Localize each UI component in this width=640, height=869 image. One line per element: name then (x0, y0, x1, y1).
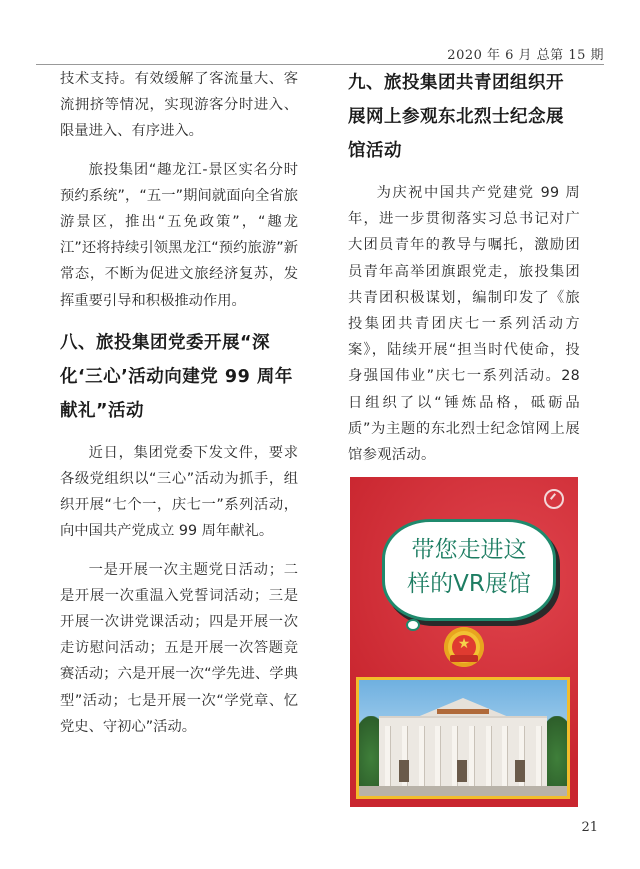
page-number: 21 (581, 820, 598, 835)
left-paragraph-2: 旅投集团“趣龙江-景区实名分时预约系统”，“五一”期间就面向全省旅游景区，推出“五免政策”，“趣龙江”还将持续引领黑龙江“预约旅游”新常态，不断为促进文旅经济复苏，发挥重要引导和积极推动作用。 (60, 161, 298, 309)
section-8-heading: 八、旅投集团党委开展“深化‘三心’活动向建党 99 周年献礼”活动 (60, 332, 293, 421)
vr-exhibition-poster (350, 477, 578, 807)
youth-league-emblem-icon (444, 627, 484, 667)
memorial-hall-photo (356, 677, 570, 799)
speech-bubble (382, 519, 556, 621)
section-9-heading: 九、旅投集团共青团组织开展网上参观东北烈士纪念展馆活动 (348, 73, 564, 161)
building-door (515, 760, 525, 782)
poster-corner-icon (544, 489, 564, 509)
poster-title-line-1: 带您走进这 (411, 537, 527, 563)
ground (359, 786, 567, 796)
building-pediment (415, 698, 511, 718)
poster-title-line-2: 样的VR展馆 (407, 571, 531, 597)
left-paragraph-4: 一是开展一次主题党日活动；二是开展一次重温入党誓词活动；三是开展一次讲党课活动；四是开展一次走访慰问活动；五是开展一次答题竞赛活动；六是开展一次“学先进、学典型”活动；七是开展一次“学党章、忆党史、守初心”活动。 (60, 561, 298, 735)
left-paragraph-3: 近日，集团党委下发文件，要求各级党组织以“三心”活动为抓手，组织开展“七个一，庆七一”系列活动，向中国共产党成立 99 周年献礼。 (60, 444, 298, 540)
left-paragraph-1: 技术支持。有效缓解了客流量大、客流拥挤等情况，实现游客分时进入、限量进入、有序进入。 (60, 71, 298, 140)
issue-header: 2020 年 6 月 总第 15 期 (447, 48, 604, 63)
right-paragraph-1: 为庆祝中国共产党建党 99 周年，进一步贯彻落实习总书记对广大团员青年的教导与嘱托，激励团员青年高举团旗跟党走，旅投集团共青团积极谋划，编制印发了《旅投集团共青团庆七一系列活动方案》，陆续开展“担当时代使命，投身强国伟业”庆七一系列活动。28 日组织了以“锤炼品格，砥砺品质”为主题的东北烈士纪念馆网上展馆参观活动。 (348, 185, 580, 464)
building-door (457, 760, 467, 782)
right-column (348, 66, 580, 468)
building-plaque (437, 709, 489, 714)
speech-bubble-tail (406, 619, 420, 631)
left-column (60, 66, 298, 740)
building-door (399, 760, 409, 782)
header-rule (36, 64, 604, 65)
